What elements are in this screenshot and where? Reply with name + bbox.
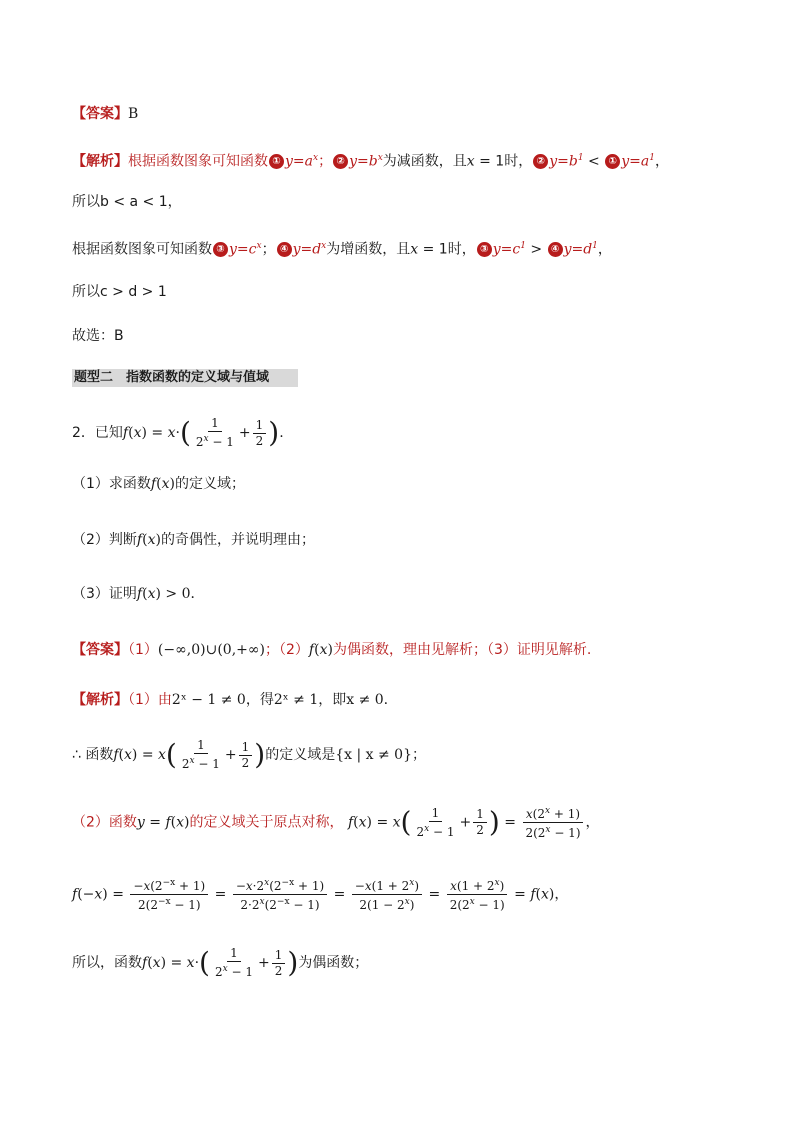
q2-therefore: ∴ 函数f(x) = x( $\frac{1}{2^x - 1}$ + $\frac{1}{2}$ )的定义域是{x | x ≠ 0}；: [72, 738, 426, 771]
answer-tag: 【答案】: [72, 106, 128, 122]
circled-1-icon: ①: [605, 154, 620, 169]
analysis-line-3: 根据函数图象可知函数 ③ $y=c^x$； ④ $y=d^x$为增函数，且x = 1时， ③ $y=c^1$ > ④ $y=d^1$，: [72, 241, 612, 258]
q2-part1: （1）求函数f(x)的定义域；: [72, 476, 245, 492]
section-header: 题型二 指数函数的定义域与值域: [72, 369, 298, 387]
answer-value: B: [128, 106, 139, 122]
q2-conclusion: 所以，函数f(x) = x·( $\frac{1}{2^x - 1}$ + $\frac{1}{2}$ )为偶函数；: [72, 946, 369, 979]
analysis-tag: 【解析】: [72, 153, 128, 170]
text-line-4: 所以c > d > 1: [72, 284, 167, 300]
q2-answer: 【答案】（1）(−∞,0)∪(0,+∞)；（2）f(x)为偶函数，理由见解析；（3）证明见解析.: [72, 642, 592, 658]
q2-derivation: f(−x) = $\frac{-x(2^{-x} + 1)}{2(2^{-x} - 1)}$ = $\frac{-x\cdot 2^x(2^{-x} + 1)}{2\cdot 2^x(2^{-x} - 1)}$ = $\frac{-x(1 + 2^x)}{2(1 - 2^x)}$ = $\frac{x(1 + 2^x)}{2(2^x - 1)}$ = f(x)，: [72, 878, 569, 912]
circled-4-icon: ④: [548, 242, 563, 257]
circled-3-icon: ③: [477, 242, 492, 257]
q2-step2: （2）函数y = f(x)的定义域关于原点对称， f(x) = x( $\frac{1}{2^x - 1}$ + $\frac{1}{2}$ ) = $\frac{x(2^x + 1)}{2(2^x - 1)}$ ，: [72, 805, 600, 840]
q2-part3: （3）证明f(x) > 0．: [72, 586, 205, 602]
q2-part2: （2）判断f(x)的奇偶性，并说明理由；: [72, 532, 315, 548]
circled-4-icon: ④: [277, 242, 292, 257]
choice-line: 故选：B: [72, 328, 124, 344]
q2-stem: 2．已知f(x) = x·( $\frac{1}{2^x - 1}$ + $\frac{1}{2}$ ).: [72, 416, 284, 449]
circled-3-icon: ③: [213, 242, 228, 257]
text-line-2: 所以b < a < 1，: [72, 194, 182, 210]
circled-2-icon: ②: [333, 154, 348, 169]
q2-analysis-1: 【解析】（1）由2ˣ − 1 ≠ 0，得2ˣ ≠ 1，即x ≠ 0.: [72, 692, 389, 708]
circled-1-icon: ①: [269, 154, 284, 169]
circled-2-icon: ②: [533, 154, 548, 169]
answer-line-1: [72, 104, 138, 124]
analysis-line-1: 【解析】根据函数图象可知函数 ① $y=a^x$； ② $y=b^x$为减函数，且x = 1时， ② $y=b^1$ < ① $y=a^1$，: [72, 153, 669, 170]
